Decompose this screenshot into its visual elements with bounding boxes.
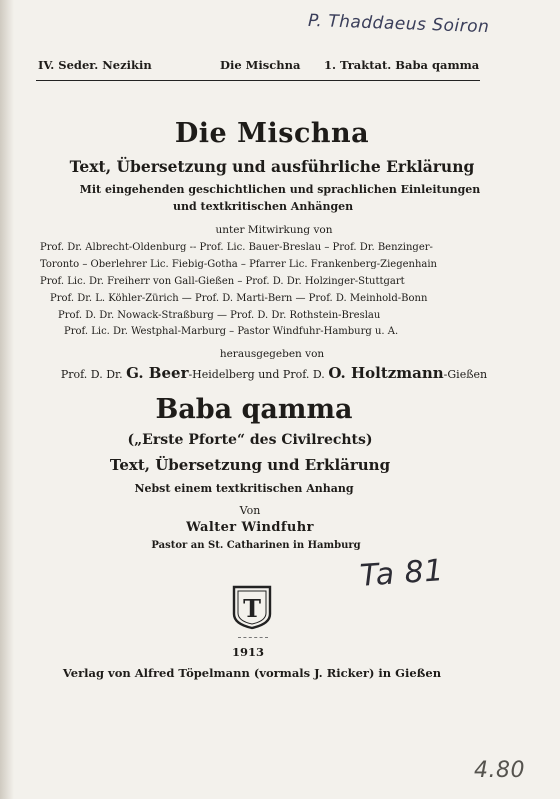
publication-year: 1913	[231, 645, 264, 659]
volume-subtitle: („Erste Pforte“ des Civilrechts)	[127, 432, 373, 448]
header-seder: IV. Seder. Nezikin	[38, 58, 152, 72]
volume-title: Baba qamma	[155, 394, 353, 425]
contributor-line: Prof. Lic. Dr. Freiherr von Gall-Gießen – Prof. D. Dr. Holzinger-Stuttgart	[40, 276, 405, 287]
author-role: Pastor an St. Catharinen in Hamburg	[151, 540, 361, 551]
series-lead-line-1: Mit eingehenden geschichtlichen und sprachlichen Einleitungen	[79, 183, 481, 196]
author-name: Walter Windfuhr	[186, 520, 314, 535]
contributor-line: Prof. Lic. Dr. Westphal-Marburg – Pastor Windfuhr-Hamburg u. A.	[64, 326, 399, 337]
by-label: Von	[239, 504, 261, 517]
contributor-line: Prof. Dr. L. Köhler-Zürich — Prof. D. Marti-Bern — Prof. D. Meinhold-Bonn	[50, 293, 428, 304]
publisher-line: Verlag von Alfred Töpelmann (vormals J. Ricker) in Gießen	[62, 666, 442, 680]
collaboration-label: unter Mitwirkung von	[215, 224, 333, 236]
series-title: Die Mischna	[174, 118, 370, 149]
editor1-name: G. Beer	[126, 364, 189, 382]
publisher-logo-icon	[231, 584, 273, 630]
volume-subtitle-2: Text, Übersetzung und Erklärung	[109, 456, 391, 474]
contributor-line: Toronto – Oberlehrer Lic. Fiebig-Gotha – Pfarrer Lic. Frankenberg-Ziegenhain	[40, 259, 437, 270]
handwritten-shelfmark: Ta 81	[358, 553, 445, 594]
handwritten-owner-inscription: P. Thaddaeus Soiron	[307, 10, 490, 38]
imprint-separator	[238, 637, 268, 638]
editor2-name: O. Holtzmann	[328, 364, 444, 382]
editor2-place: -Gießen	[443, 368, 488, 381]
handwritten-price: 4.80	[474, 758, 525, 783]
edited-by-label: herausgegeben von	[219, 348, 325, 360]
header-rule	[36, 80, 480, 81]
editor1-prefix: Prof. D. Dr.	[60, 368, 123, 381]
series-lead-line-2: und textkritischen Anhängen	[173, 200, 354, 213]
volume-appendix-note: Nebst einem textkritischen Anhang	[134, 482, 354, 495]
editor1-place: -Heidelberg und Prof. D.	[188, 368, 325, 381]
header-series: Die Mischna	[220, 58, 301, 72]
contributor-line: Prof. Dr. Albrecht-Oldenburg -- Prof. Lic. Bauer-Breslau – Prof. Dr. Benzinger-	[40, 242, 433, 253]
series-subtitle: Text, Übersetzung und ausführliche Erklärung	[69, 157, 475, 176]
header-tractate: 1. Traktat. Baba qamma	[324, 58, 480, 72]
editors-line	[0, 364, 554, 382]
running-header	[38, 58, 478, 78]
publisher-logo-letter: T	[243, 594, 261, 623]
contributor-line: Prof. D. Dr. Nowack-Straßburg — Prof. D. Dr. Rothstein-Breslau	[58, 310, 381, 321]
